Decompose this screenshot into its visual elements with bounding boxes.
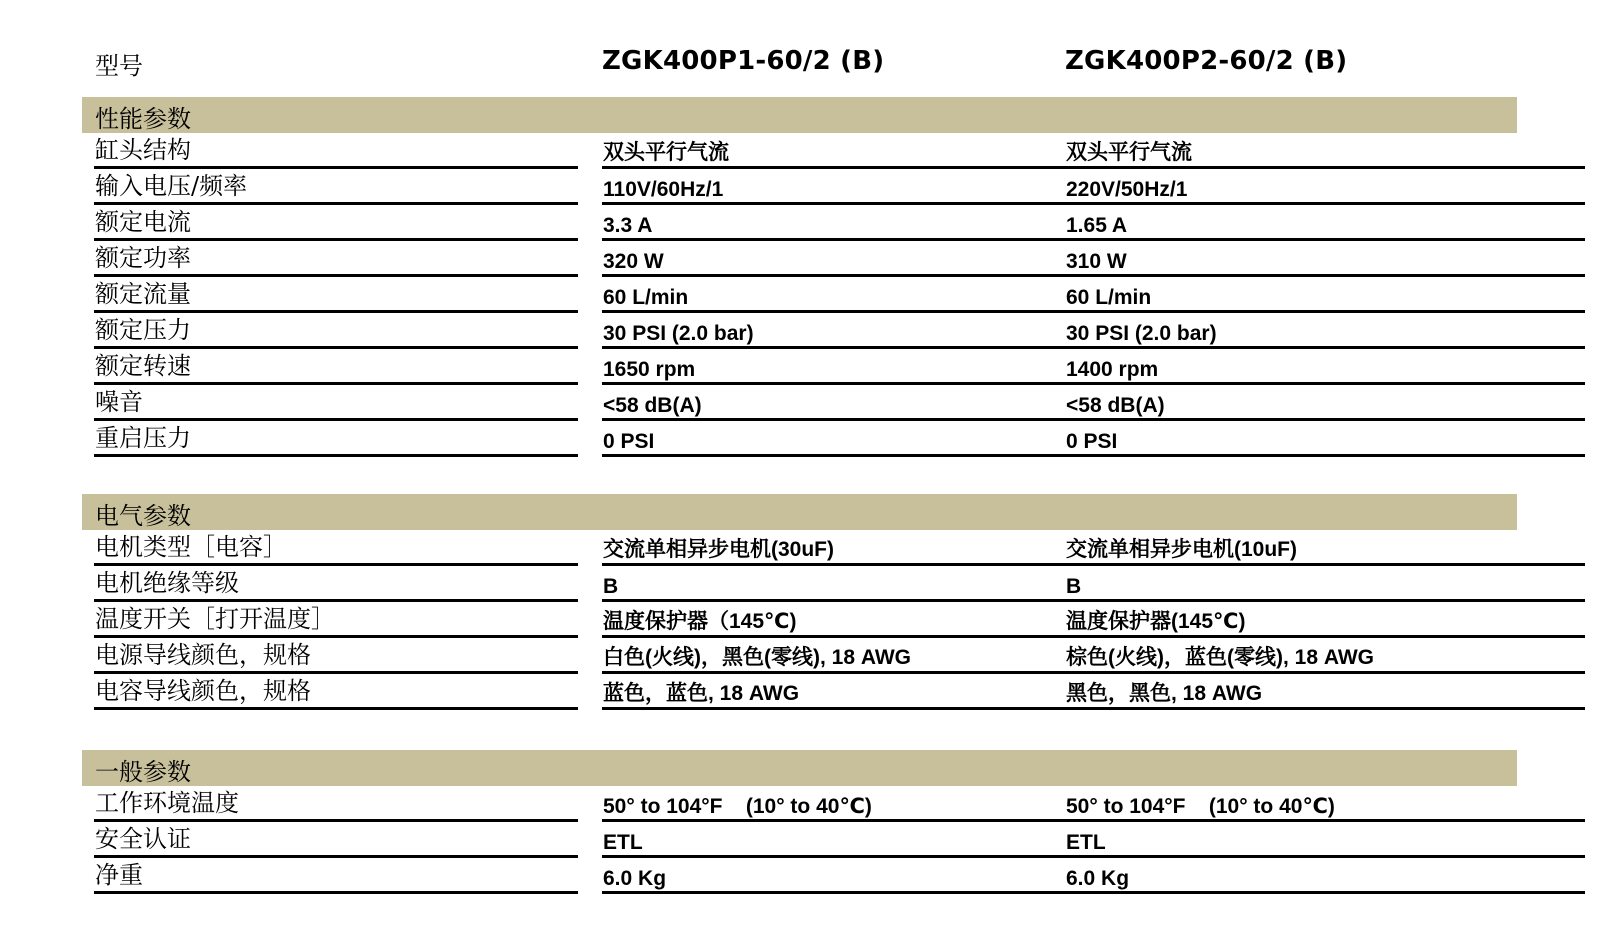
table-row xyxy=(82,313,1517,349)
row-label: 电源导线颜色，规格 xyxy=(94,639,578,674)
row-value-model-2: B xyxy=(1065,567,1585,602)
row-value-model-1: 50° to 104°F (10° to 40℃) xyxy=(602,787,1067,822)
row-value-model-1: ETL xyxy=(602,823,1067,858)
row-value-model-2: 棕色(火线)，蓝色(零线), 18 AWG xyxy=(1065,639,1585,674)
table-row xyxy=(82,277,1517,313)
row-label: 缸头结构 xyxy=(94,134,578,169)
row-label: 电机类型［电容］ xyxy=(94,531,578,566)
table-row xyxy=(82,133,1517,169)
table-row xyxy=(82,566,1517,602)
row-value-model-2: 310 W xyxy=(1065,242,1585,277)
section-header xyxy=(82,750,1517,786)
row-value-model-1: 双头平行气流 xyxy=(602,134,1067,169)
table-row xyxy=(82,602,1517,638)
row-value-model-2: 30 PSI (2.0 bar) xyxy=(1065,314,1585,349)
section-electrical xyxy=(82,494,1517,710)
table-row xyxy=(82,638,1517,674)
section-general xyxy=(82,750,1517,894)
model-name-2: ZGK400P2-60/2 (B) xyxy=(1065,46,1348,76)
row-label: 重启压力 xyxy=(94,422,578,457)
row-label: 额定电流 xyxy=(94,206,578,241)
table-row xyxy=(82,530,1517,566)
row-label: 额定压力 xyxy=(94,314,578,349)
section-title: 电气参数 xyxy=(95,502,191,530)
table-row xyxy=(82,349,1517,385)
row-value-model-2: 交流单相异步电机(10uF) xyxy=(1065,531,1585,566)
row-value-model-2: 220V/50Hz/1 xyxy=(1065,170,1585,205)
row-value-model-1: 320 W xyxy=(602,242,1067,277)
row-label: 安全认证 xyxy=(94,823,578,858)
row-value-model-1: 交流单相异步电机(30uF) xyxy=(602,531,1067,566)
row-value-model-1: 110V/60Hz/1 xyxy=(602,170,1067,205)
row-label: 净重 xyxy=(94,859,578,894)
row-value-model-2: <58 dB(A) xyxy=(1065,386,1585,421)
row-label: 输入电压/频率 xyxy=(94,170,578,205)
row-value-model-1: 1650 rpm xyxy=(602,350,1067,385)
section-header xyxy=(82,97,1517,133)
row-value-model-1: B xyxy=(602,567,1067,602)
row-value-model-1: 30 PSI (2.0 bar) xyxy=(602,314,1067,349)
row-value-model-1: 0 PSI xyxy=(602,422,1067,457)
table-row xyxy=(82,786,1517,822)
table-row xyxy=(82,822,1517,858)
table-row xyxy=(82,421,1517,457)
row-label: 噪音 xyxy=(94,386,578,421)
row-label: 额定功率 xyxy=(94,242,578,277)
row-value-model-2: 50° to 104°F (10° to 40℃) xyxy=(1065,787,1585,822)
row-value-model-1: 白色(火线)，黑色(零线), 18 AWG xyxy=(602,639,1067,674)
row-value-model-2: 黑色，黑色, 18 AWG xyxy=(1065,675,1585,710)
row-value-model-2: 6.0 Kg xyxy=(1065,859,1585,894)
section-title: 一般参数 xyxy=(95,758,191,786)
row-label: 工作环境温度 xyxy=(94,787,578,822)
row-label: 额定转速 xyxy=(94,350,578,385)
table-row xyxy=(82,241,1517,277)
row-value-model-2: 1.65 A xyxy=(1065,206,1585,241)
row-value-model-2: 双头平行气流 xyxy=(1065,134,1585,169)
table-row xyxy=(82,385,1517,421)
row-label: 电机绝缘等级 xyxy=(94,567,578,602)
row-value-model-2: 0 PSI xyxy=(1065,422,1585,457)
row-label: 温度开关［打开温度］ xyxy=(94,603,578,638)
table-row xyxy=(82,858,1517,894)
section-performance xyxy=(82,97,1517,457)
row-value-model-1: 6.0 Kg xyxy=(602,859,1067,894)
row-value-model-1: <58 dB(A) xyxy=(602,386,1067,421)
row-label: 额定流量 xyxy=(94,278,578,313)
model-label: 型号 xyxy=(95,52,143,80)
row-value-model-2: 1400 rpm xyxy=(1065,350,1585,385)
row-label: 电容导线颜色，规格 xyxy=(94,675,578,710)
section-title: 性能参数 xyxy=(95,105,191,133)
table-row xyxy=(82,205,1517,241)
table-row xyxy=(82,674,1517,710)
table-row xyxy=(82,169,1517,205)
row-value-model-1: 蓝色，蓝色, 18 AWG xyxy=(602,675,1067,710)
row-value-model-2: 60 L/min xyxy=(1065,278,1585,313)
model-name-1: ZGK400P1-60/2 (B) xyxy=(602,46,885,76)
row-value-model-2: 温度保护器(145℃) xyxy=(1065,603,1585,638)
row-value-model-1: 3.3 A xyxy=(602,206,1067,241)
row-value-model-1: 60 L/min xyxy=(602,278,1067,313)
row-value-model-1: 温度保护器（145℃) xyxy=(602,603,1067,638)
model-header-row xyxy=(0,38,1600,84)
row-value-model-2: ETL xyxy=(1065,823,1585,858)
section-header xyxy=(82,494,1517,530)
